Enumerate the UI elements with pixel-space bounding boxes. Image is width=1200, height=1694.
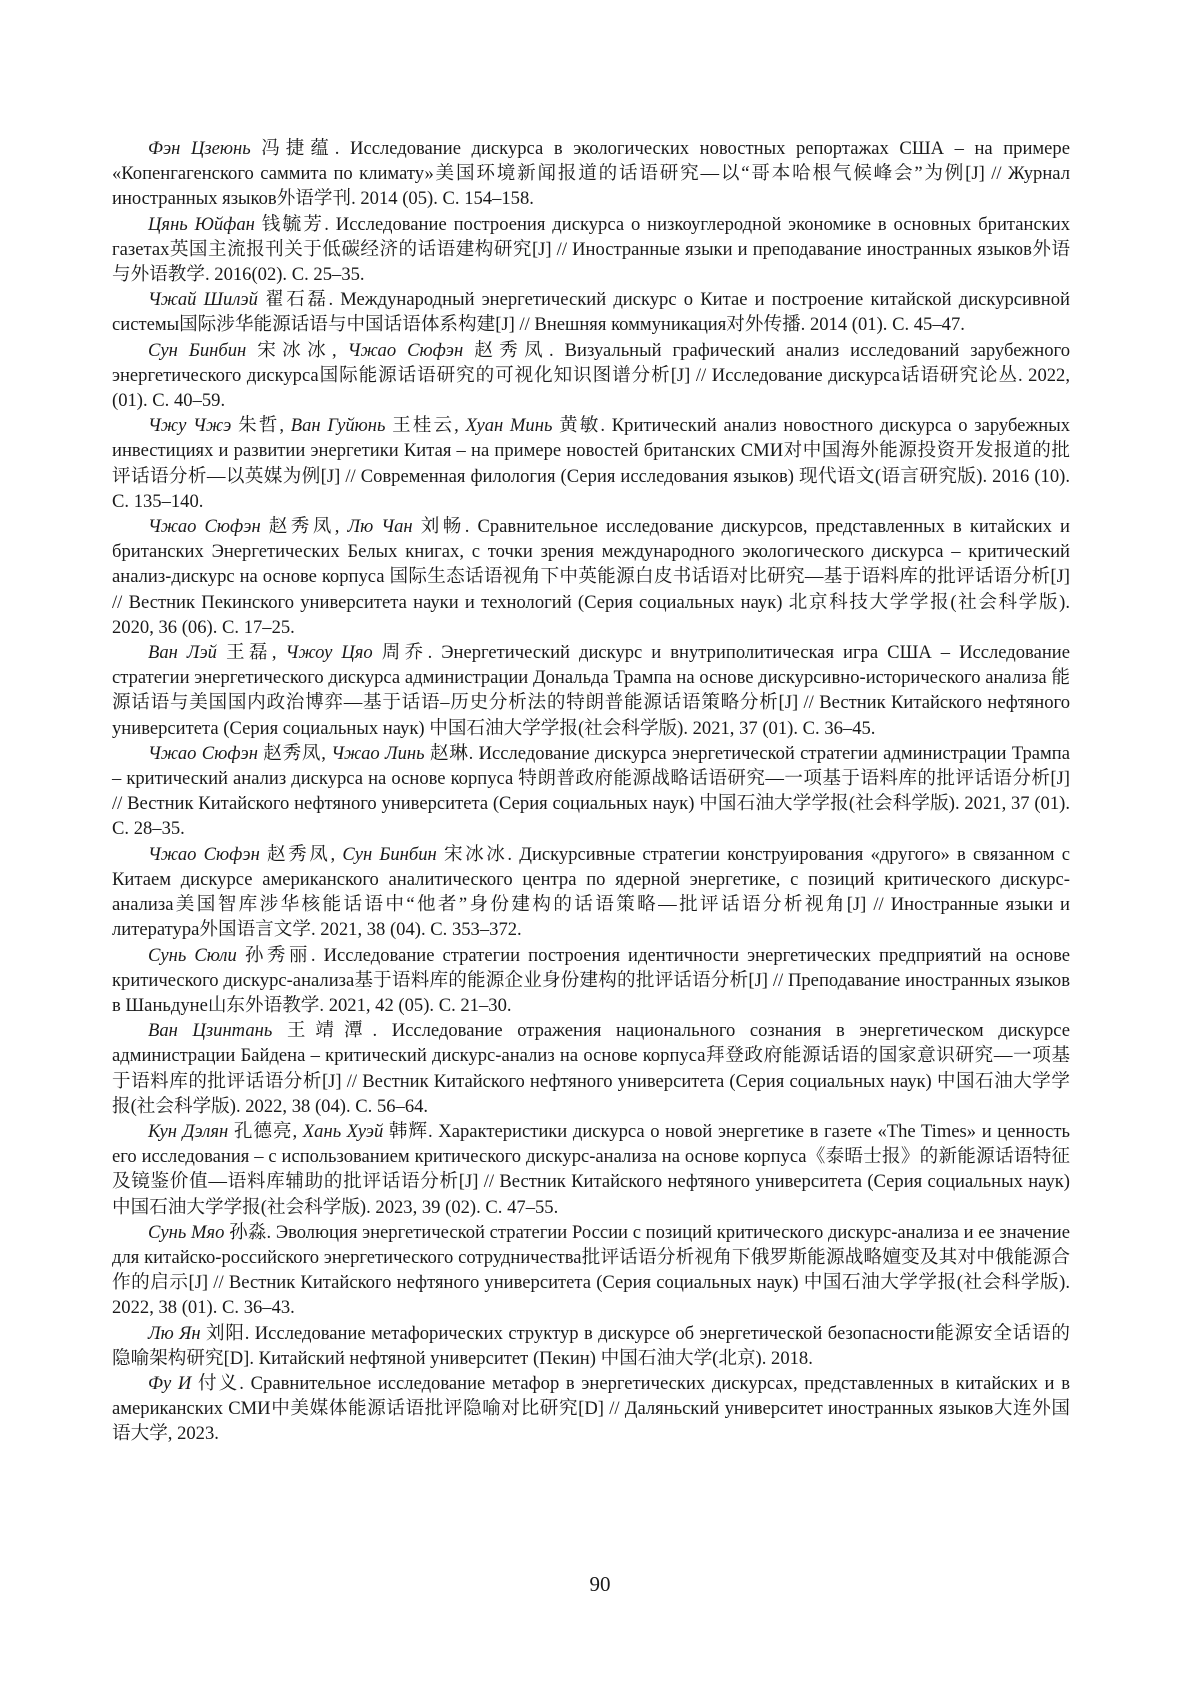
reference-text: 宋冰冰, Чжао Сюфэн 赵秀凤. Визуальный графический анализ исследований зарубежного энергетического дискурса国际能源话语研究的可视化知识图谱分析[J] // Исследование дискурса话语研究论丛. 2022, (01). С. 40–59. [112,339,1070,412]
reference-text: 付义. Сравнительное исследование метафор в энергетических дискурсах, представленных в китайских и в американских СМИ中美媒体能源话语批评隐喻对比研究[D] // Даляньский университет иностранных языков大连外国语大学, 2023. [112,1372,1070,1445]
reference-text: 冯捷蕴. Исследование дискурса в экологических новостных репортажах США – на примере «Копенгагенского саммита по климату»美国环境新闻报道的话语研究—以“哥本哈根气候峰会”为例[J] // Журнал иностранных языков外语学刊. 2014 (05). С. 154–158. [112,138,1070,210]
reference-list [112,136,1070,1447]
reference-text: 朱哲, Ван Гуйюнь 王桂云, Хуан Минь 黄敏. Критический анализ новостного дискурса о зарубежных инвестициях и развитии энергетики Китая – на примере новостей британских СМИ对中国海外能源投资开发报道的批评话语分析—以英媒为例[J] // Современная филология (Серия исследования языков) 现代语文(语言研究版). 2016 (10). С. 135–140. [112,415,1071,512]
reference-entry [112,640,1070,741]
reference-author: Чжу Чжэ [148,415,232,437]
reference-entry [112,287,1070,337]
reference-author: Лю Ян [148,1322,201,1344]
reference-text: 王磊, Чжоу Цяо 周乔. Энергетический дискурс и внутриполитическая игра США – Исследование стратегии энергетического дискурса администрации Дональда Трампа на основе дискурсивно-исторического анализа 能源话语与美国国内政治博弈—基于话语–历史分析法的特朗普能源话语策略分析[J] // Вестник Китайского нефтяного университета (Серия социальных наук) 中国石油大学学报(社会科学版). 2021, 37 (01). С. 36–45. [112,642,1070,739]
reference-text: 王靖潭. Исследование отражения национального сознания в энергетическом дискурсе администрации Байдена – критический дискурс-анализ на основе корпуса拜登政府能源话语的国家意识研究—一项基于语料库的批评话语分析[J] // Вестник Китайского нефтяного университета (Серия социальных наук) 中国石油大学学报(社会科学版). 2022, 38 (04). С. 56–64. [112,1020,1070,1117]
reference-author: Чжао Сюфэн [148,516,261,538]
reference-text: 孔德亮, Хань Хуэй 韩辉. Характеристики дискурса о новой энергетике в газете «The Times» и ценность его исследования – с использованием критического дискурс-анализа на основе корпуса《泰晤士报》的新能源话语特征及镜鉴价值—语料库辅助的批评话语分析[J] // Вестник Китайского нефтяного университета (Серия социальных наук) 中国石油大学学报(社会科学版). 2023, 39 (02). С. 47–55. [112,1120,1070,1218]
reference-entry [112,1220,1070,1321]
reference-author: Фэн Цзеюнь [148,138,251,159]
reference-entry [112,741,1070,842]
reference-entry [112,338,1070,414]
reference-entry [112,1018,1070,1119]
reference-text: 赵秀凤, Сун Бинбин 宋冰冰. Дискурсивные стратегии конструирования «другого» в связанном с Китаем дискурсе американского аналитического центра по ядерной энергетике, с позиций критического дискурс-анализа美国智库涉华核能话语中“他者”身份建构的话语策略—批评话语分析视角[J] // Иностранные языки и литература外国语言文学. 2021, 38 (04). С. 353–372. [112,843,1070,941]
reference-text: 孙秀丽. Исследование стратегии построения идентичности энергетических предприятий на основе критического дискурс-анализа基于语料库的能源企业身份建构的批评话语分析[J] // Преподавание иностранных языков в Шаньдуне山东外语教学. 2021, 42 (05). С. 21–30. [112,944,1070,1016]
reference-author: Ван Лэй [148,642,217,664]
reference-text: 翟石磊. Международный энергетический дискурс о Китае и построение китайской дискурсивной системы国际涉华能源话语与中国话语体系构建[J] // Внешняя коммуникация对外传播. 2014 (01). С. 45–47. [112,289,1070,336]
reference-entry [112,514,1070,640]
page-number: 90 [589,1572,611,1596]
reference-author: Сунь Мяо [148,1221,225,1243]
reference-entry [112,943,1070,1019]
reference-entry [112,1371,1070,1447]
reference-entry [112,212,1070,288]
reference-author: Сун Бинбин [148,339,247,361]
reference-entry [112,413,1070,514]
reference-text: 钱毓芳. Исследование построения дискурса о низкоуглеродной экономике в основных британских газетах英国主流报刊关于低碳经济的话语建构研究[J] // Иностранные языки и преподавание иностранных языков外语与外语教学. 2016(02). С. 25–35. [112,213,1070,286]
reference-author: Кун Дэлян [148,1120,229,1142]
reference-entry [112,136,1070,212]
reference-author: Чжай Шилэй [148,289,258,311]
reference-author: Ван Цзинтань [148,1020,273,1042]
reference-entry [112,1321,1070,1371]
reference-author: Чжао Сюфэн [148,843,260,865]
reference-author: Сунь Сюли [148,944,237,966]
reference-entry [112,1119,1070,1220]
reference-text: 孙淼. Эволюция энергетической стратегии России с позиций критического дискурс-анализа и ее значение для китайско-российского энергетического сотрудничества批评话语分析视角下俄罗斯能源战略嬗变及其对中俄能源合作的启示[J] // Вестник Китайского нефтяного университета (Серия социальных наук) 中国石油大学学报(社会科学版). 2022, 38 (01). С. 36–43. [112,1221,1070,1319]
reference-text: 刘阳. Исследование метафорических структур в дискурсе об энергетической безопасности能源安全话语的隐喻架构研究[D]. Китайский нефтяной университет (Пекин) 中国石油大学(北京). 2018. [112,1322,1070,1369]
reference-author: Фу И [148,1372,192,1394]
reference-entry [112,842,1070,943]
reference-author: Цянь Юйфан [148,213,255,235]
reference-text: 赵秀凤, Чжао Линь 赵琳. Исследование дискурса энергетической стратегии администрации Трампа – критический анализ дискурса на основе корпуса 特朗普政府能源战略话语研究—一项基于语料库的批评话语分析[J] // Вестник Китайского нефтяного университета (Серия социальных наук) 中国石油大学学报(社会科学版). 2021, 37 (01). С. 28–35. [112,742,1070,840]
reference-text: 赵秀凤, Лю Чан 刘畅. Сравнительное исследование дискурсов, представленных в китайских и британских Энергетических Белых книгах, с точки зрения международного экологического дискурса – критический анализ-дискурс на основе корпуса 国际生态话语视角下中英能源白皮书话语对比研究—基于语料库的批评话语分析[J] // Вестник Пекинского университета науки и технологий (Серия социальных наук) 北京科技大学学报(社会科学版). 2020, 36 (06). С. 17–25. [112,516,1070,638]
reference-author: Чжао Сюфэн [148,742,258,764]
